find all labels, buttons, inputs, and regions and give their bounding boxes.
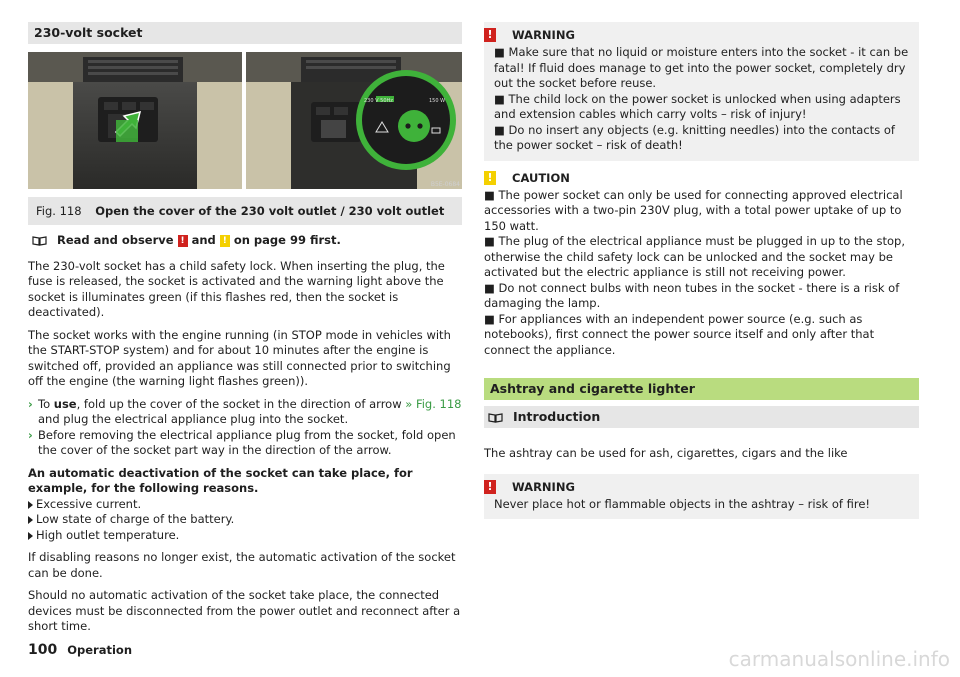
photo-socket-detail — [246, 52, 462, 189]
triangle-bullet-icon — [28, 501, 33, 509]
section-title-ashtray: Ashtray and cigarette lighter — [484, 378, 919, 400]
auto-deactivation-title: An automatic deactivation of the socket can take place, for example, for the following reasons. — [28, 465, 413, 495]
warning-title: WARNING — [512, 479, 575, 494]
triangle-bullet-icon — [28, 516, 33, 524]
figure-caption — [28, 197, 462, 225]
warning-item: ■ The child lock on the power socket is unlocked when using adapters and extension cables which carry volts – risk of injury! — [494, 91, 901, 121]
page-footer — [28, 642, 132, 658]
socket-label-150w — [429, 98, 445, 104]
caution-item: ■ The power socket can only be used for connecting approved electrical accessories with a two-pin 230V plug, with a total power uptake of up to 150 watt. — [484, 187, 903, 233]
list-item: High outlet temperature. — [28, 528, 462, 544]
svg-text:230 V 50Hz: 230 V 50Hz — [364, 98, 393, 104]
figure-code: B5E-0684 — [430, 181, 460, 188]
left-column — [28, 0, 462, 635]
caution-item: ■ For appliances with an independent power source (e.g. such as notebooks), first connect the power source itself and only after that connect the appliance. — [484, 311, 875, 357]
warning-item: ■ Do no insert any objects (e.g. knitting needles) into the contacts of the power socket – risk of death! — [494, 122, 895, 152]
warning-icon: ! — [484, 28, 496, 42]
list-item: Excessive current. — [28, 497, 462, 513]
caution-item: ■ The plug of the electrical appliance must be plugged in up to the stop, otherwise the child safety lock can be unlocked and the socket may be activated but the electric appliance is still not receiving power. — [484, 234, 906, 279]
paragraph-engine: The socket works with the engine running (in STOP mode in vehicles with the START-STOP system) and for about 10 minutes after the engine is switched off, provided an appliance was still connected prior to switching off the engine (the warning light flashes green)). — [28, 327, 451, 388]
chevron-right-icon: › — [28, 396, 33, 411]
warning-icon: ! — [178, 235, 188, 247]
paragraph-reactivation: If disabling reasons no longer exist, the automatic activation of the socket can be done. — [28, 550, 456, 580]
caution-block — [484, 171, 919, 359]
socket-label-230v — [364, 98, 393, 104]
caution-title: CAUTION — [512, 170, 570, 185]
warning-box-socket — [484, 22, 919, 161]
figure-118 — [28, 52, 462, 189]
warning-icon: ! — [484, 480, 496, 494]
paragraph-child-lock: The 230-volt socket has a child safety lock. When inserting the plug, the fuse is released, the socket is activated and the warning light above the socket is illuminates green (if this flashes red, then the socket is deactivated). — [28, 258, 445, 319]
introduction-heading: Introduction — [484, 406, 919, 428]
warning-title: WARNING — [512, 28, 575, 42]
caution-icon: ! — [484, 171, 496, 185]
footer-section: Operation — [67, 643, 133, 657]
fig-118-link[interactable]: » Fig. 118 — [405, 396, 462, 411]
book-icon — [488, 412, 503, 423]
step-use: › To use, fold up the cover of the socket in the direction of arrow » Fig. 118 and plug the electrical appliance plug into the socket. — [28, 396, 462, 426]
list-item: Low state of charge of the battery. — [28, 512, 462, 528]
chevron-right-icon: › — [28, 427, 33, 442]
page-number: 100 — [28, 642, 58, 658]
svg-text:150 W: 150 W — [429, 98, 446, 104]
photo-socket-cover — [28, 52, 242, 189]
figure-title: Open the cover of the 230 volt outlet / 230 volt outlet — [95, 204, 445, 218]
paragraph-reconnect: Should no automatic activation of the socket take place, the connected devices must be disconnected from the power outlet and reconnect after a short time. — [28, 588, 461, 633]
section-title-230v-socket: 230-volt socket — [28, 22, 462, 44]
warning-box-ashtray — [484, 474, 919, 520]
paragraph-ashtray-intro: The ashtray can be used for ash, cigarettes, cigars and the like — [484, 446, 848, 460]
read-and-observe: Read and observe ! and ! on page 99 first. — [28, 233, 462, 249]
right-column — [484, 0, 919, 519]
warning-text: Never place hot or flammable objects in the ashtray – risk of fire! — [494, 496, 871, 511]
figure-number: Fig. 118 — [36, 204, 82, 218]
watermark: carmanualsonline.info — [728, 647, 950, 671]
step-remove: › Before removing the electrical appliance plug from the socket, fold open the cover of the socket part way in the direction of the arrow. — [28, 427, 456, 457]
book-icon — [32, 235, 47, 246]
caution-icon: ! — [220, 235, 230, 247]
warning-item: ■ Make sure that no liquid or moisture enters into the socket - it can be fatal! If fluid does manage to get into the power socket, completely dry out the socket before reuse. — [494, 45, 909, 90]
caution-item: ■ Do not connect bulbs with neon tubes in the socket - there is a risk of damaging the lamp. — [484, 280, 900, 310]
triangle-bullet-icon — [28, 532, 33, 540]
